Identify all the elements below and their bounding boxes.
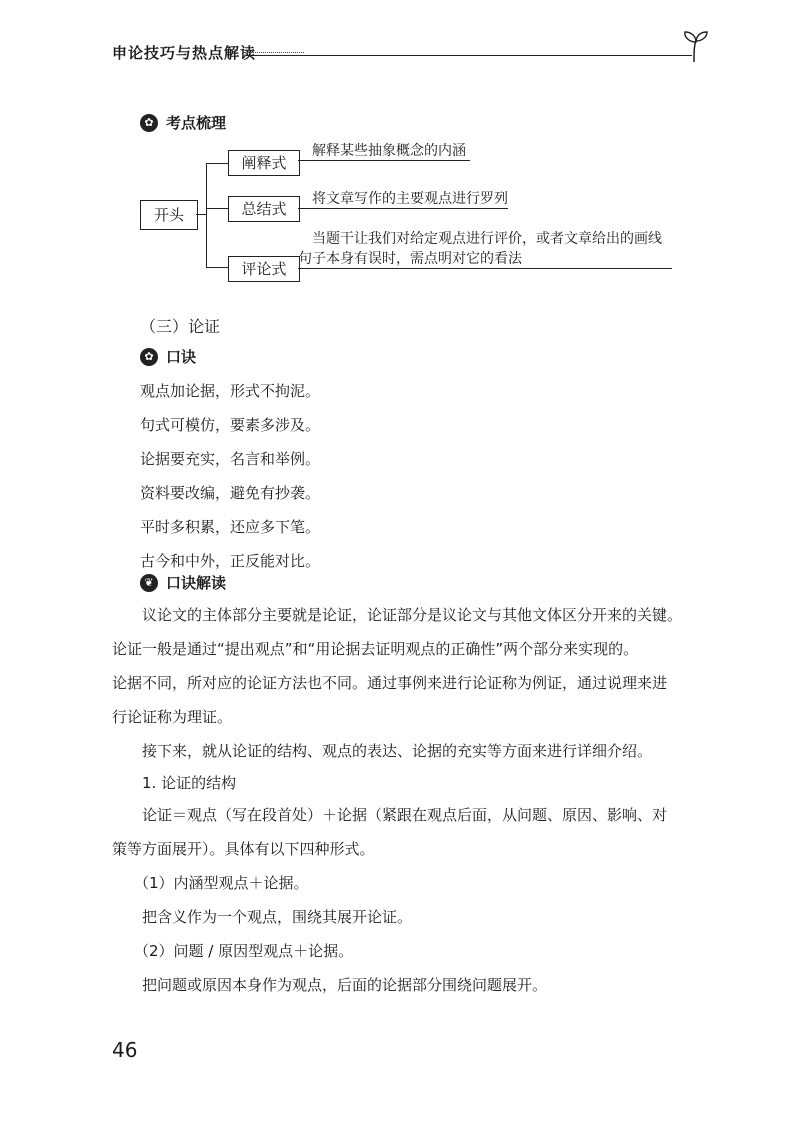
connector	[206, 163, 228, 164]
branch-note-line1: 当题干让我们对给定观点进行评价，或者文章给出的画线	[312, 231, 662, 247]
list-item: （2）问题 / 原因型观点＋论据。	[134, 942, 354, 960]
verse-line: 平时多积累，还应多下笔。	[140, 518, 321, 536]
subheading: 1. 论证的结构	[142, 774, 237, 792]
flower-badge-icon: ✿	[140, 114, 158, 132]
sprout-badge-icon: ❦	[140, 574, 158, 592]
list-item: （1）内涵型观点＋论据。	[134, 874, 309, 892]
paragraph-line: 议论文的主体部分主要就是论证，论证部分是议论文与其他文体区分开来的关键。	[142, 606, 683, 624]
verse-line: 句式可模仿，要素多涉及。	[140, 416, 321, 434]
verse-line: 资料要改编，避免有抄袭。	[140, 484, 321, 502]
mindmap-branch-zongjie: 总结式	[228, 196, 300, 222]
paragraph: 把问题或原因本身作为观点，后面的论据部分围绕问题展开。	[142, 976, 548, 994]
connector	[206, 163, 207, 267]
mindmap-branch-chanshi: 阐释式	[228, 150, 300, 176]
sprout-icon	[676, 28, 716, 64]
paragraph: 接下来，就从论证的结构、观点的表达、论据的充实等方面来进行详细介绍。	[142, 742, 653, 760]
mindmap-root: 开头	[140, 200, 198, 230]
section-heading-jiedu: ❦ 口诀解读	[140, 572, 226, 593]
running-header: 申论技巧与热点解读	[112, 44, 257, 62]
underline	[298, 268, 672, 269]
section-heading-koujue: ✿ 口诀	[140, 346, 196, 367]
connector	[206, 267, 228, 268]
mindmap-branch-pinglun: 评论式	[228, 256, 300, 282]
paragraph-line: 策等方面展开）。具体有以下四种形式。	[112, 840, 375, 858]
underline	[298, 208, 508, 209]
paragraph-line: 论据不同，所对应的论证方法也不同。通过事例来进行论证称为例证，通过说理来进	[112, 674, 668, 692]
paragraph-line: 论证一般是通过“提出观点”和“用论据去证明观点的正确性”两个部分来实现的。	[112, 640, 639, 658]
connector	[206, 208, 228, 209]
underline	[298, 160, 470, 161]
paragraph-line: 论证＝观点（写在段首处）＋论据（紧跟在观点后面，从问题、原因、影响、对	[142, 806, 668, 824]
section-heading-kaodian: ✿ 考点梳理	[140, 112, 226, 133]
paragraph: 把含义作为一个观点，围绕其展开论证。	[142, 908, 413, 926]
paragraph-line: 行论证称为理证。	[112, 708, 233, 726]
connector	[196, 214, 206, 215]
header-rule	[246, 55, 692, 56]
section-title: （三）论证	[140, 317, 221, 336]
page-number: 46	[112, 1038, 138, 1062]
branch-note: 将文章写作的主要观点进行罗列	[312, 191, 508, 207]
header-dotted-rule	[244, 52, 304, 53]
verse-line: 论据要充实，名言和举例。	[140, 450, 321, 468]
flower-badge-icon: ✿	[140, 348, 158, 366]
branch-note: 解释某些抽象概念的内涵	[312, 143, 466, 159]
verse-line: 观点加论据，形式不拘泥。	[140, 382, 321, 400]
branch-note-line2: 句子本身有误时，需点明对它的看法	[298, 251, 522, 267]
verse-line: 古今和中外，正反能对比。	[140, 552, 321, 570]
